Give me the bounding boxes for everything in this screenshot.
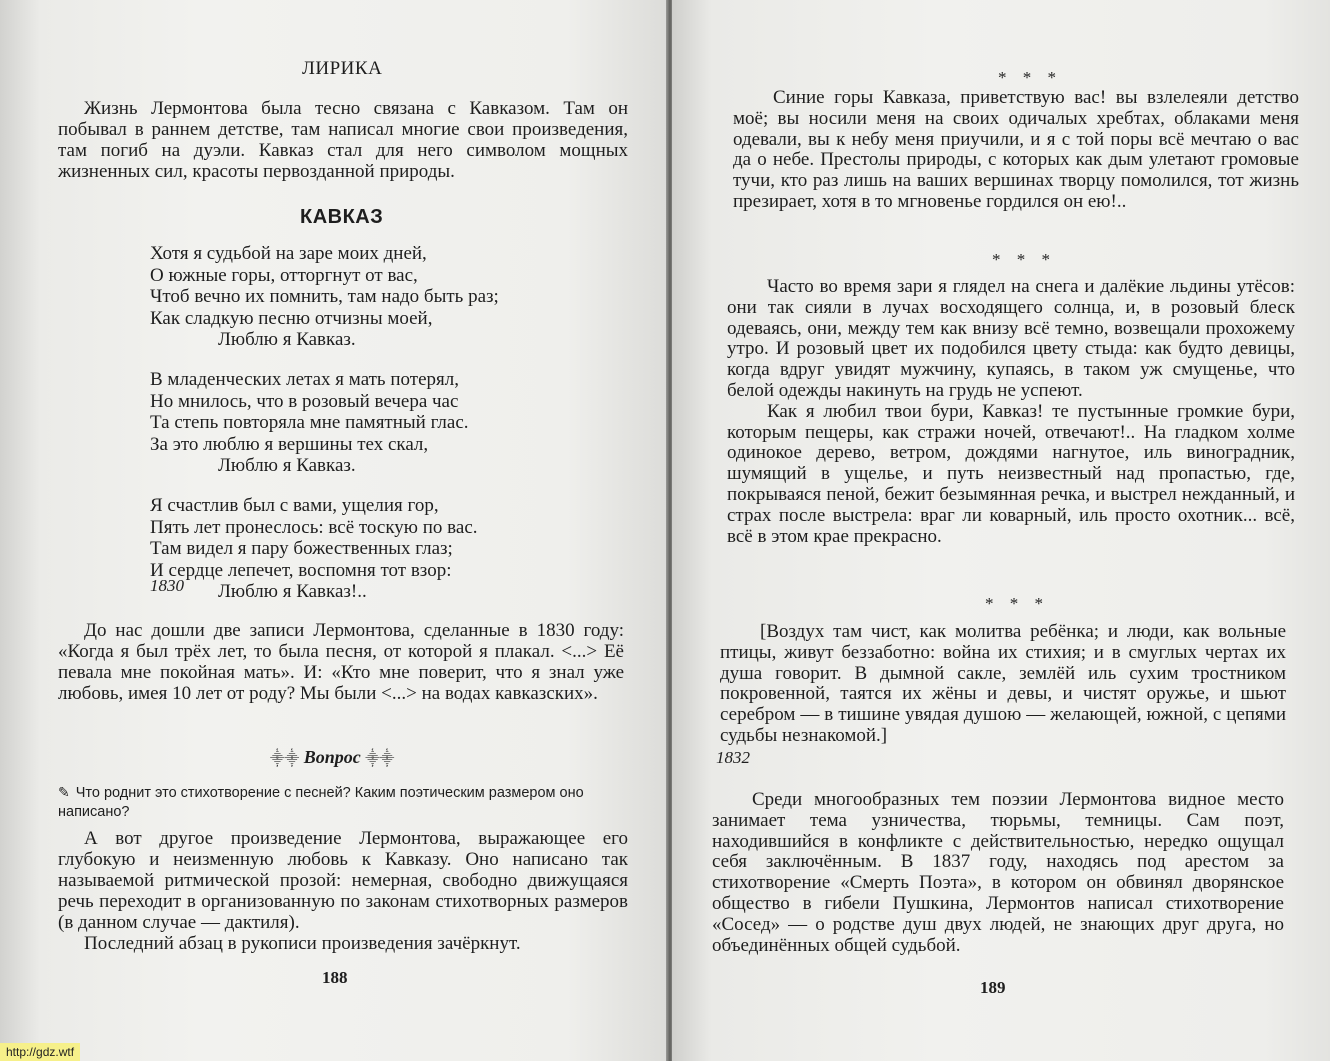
poem-line: О южные горы, отторгнут от вас, bbox=[150, 264, 418, 286]
question-block bbox=[58, 783, 628, 822]
intro-text: Жизнь Лермонтова была тесно связана с Кавказом. Там он побывал в раннем детстве, там написал многие свои произведения, там погиб на дуэли. Кавказ стал для него символом мощных жизненных сил, красоты первозданной природы. bbox=[58, 98, 628, 182]
intro-paragraph bbox=[58, 98, 628, 182]
prose-poem-part-3 bbox=[720, 622, 1286, 747]
poem-line: И сердце лепечет, воспомня тот взор: bbox=[150, 559, 452, 581]
stanza-2 bbox=[150, 369, 499, 477]
poem bbox=[150, 243, 499, 621]
outro-paragraphs bbox=[58, 828, 628, 954]
poem-date: 1830 bbox=[150, 576, 184, 595]
prose-poem-part-2 bbox=[727, 277, 1295, 547]
stanza-1 bbox=[150, 243, 499, 351]
outro-text-1: А вот другое произведение Лермонтова, выражающее его глубокую и неизменную любовь к Кавказу. Оно написано так называемой ритмической прозой: немерная, свободно движущаяся речь переходит в организованную по законам стихотворных размеров (в данном случае — дактиля). bbox=[58, 828, 628, 933]
question-text: Что роднит это стихотворение с песней? Каким поэтическим размером оно написано? bbox=[58, 785, 584, 820]
poem-line: Но мнилось, что в розовый вечера час bbox=[150, 390, 459, 412]
watermark-link[interactable]: http://gdz.wtf bbox=[0, 1043, 80, 1061]
ornament-left-icon: ⸎⸎ bbox=[270, 752, 300, 767]
notes-paragraph bbox=[58, 620, 624, 704]
poem-line: Там видел я пару божественных глаз; bbox=[150, 538, 453, 559]
prose-poem-text-1: Синие горы Кавказа, приветствую вас! вы взлелеяли детство моё; вы носили меня на своих одичалых хребтах, облаками меня одевали, вы к небу меня приучили, и я с той поры всё мечтаю о вас да о небе. Престолы природы, с которых как дым улетают громовые тучи, кто раз лишь на ваших вершинах творцу помолился, тот жизнь презирает, хотя в то мгновенье гордился он ею!.. bbox=[733, 87, 1299, 212]
poem-line: Пять лет пронеслось: всё тоскую по вас. bbox=[150, 516, 478, 538]
poem-refrain: Люблю я Кавказ!.. bbox=[218, 581, 367, 602]
outro-text-2: Последний абзац в рукописи произведения зачёркнут. bbox=[84, 933, 521, 954]
question-heading-text: Вопрос bbox=[303, 747, 361, 767]
prose-poem-part-1 bbox=[733, 88, 1299, 213]
prose-poem-date: 1832 bbox=[716, 748, 750, 767]
running-head: ЛИРИКА bbox=[302, 58, 383, 79]
notes-text: До нас дошли две записи Лермонтова, сделанные в 1830 году: «Когда я был трёх лет, то была песня, от которой я плакал. <...> Её певала мне покойная мать». И: «Кто мне поверит, что я знал уже любовь, имея 10 лет от роду? Мы были <...> на водах кавказских». bbox=[58, 620, 624, 704]
pencil-icon: ✎ bbox=[58, 784, 70, 800]
poem-line: Чтоб вечно их помнить, там надо быть раз; bbox=[150, 286, 499, 307]
asterism-2: * * * bbox=[992, 250, 1056, 269]
poem-title: КАВКАЗ bbox=[300, 206, 384, 228]
page-number-left: 188 bbox=[322, 968, 348, 987]
poem-line: В младенческих летах я мать потерял, bbox=[150, 369, 459, 390]
poem-refrain: Люблю я Кавказ. bbox=[218, 455, 356, 476]
stanza-3 bbox=[150, 495, 499, 603]
asterism-3: * * * bbox=[985, 594, 1049, 613]
closing-text: Среди многообразных тем поэзии Лермонтова видное место занимает тема узничества, тюрьмы, темницы. Сам поэт, находившийся в конфликте с действительностью, нередко ощущал себя заключённым. В 1837 году, находясь под арестом за стихотворение «Смерть Поэта», в котором он обвинял дворянское общество в гибели Пушкина, Лермонтов написал стихотворение «Сосед» — о родстве душ двух людей, не знающих друг друга, но объединённых общей судьбой. bbox=[712, 789, 1284, 956]
question-heading bbox=[270, 747, 394, 768]
poem-line: Я счастлив был с вами, ущелия гор, bbox=[150, 495, 439, 516]
prose-poem-text-3: Как я любил твои бури, Кавказ! те пустынные громкие бури, которым пещеры, как стражи ночей, отвечают!.. На гладком холме одинокое дерево, ветром, дождями нагнутое, иль виноградник, шумящий в ущелье, и путь неизвестный над пропастью, где, покрываяся пеной, бежит безымянная речка, и выстрел нежданный, и страх после выстрела: враг ли коварный, иль просто охотник... всё, всё в этом крае прекрасно. bbox=[727, 400, 1295, 547]
ornament-right-icon: ⸎⸎ bbox=[365, 752, 395, 767]
poem-refrain: Люблю я Кавказ. bbox=[218, 329, 356, 350]
poem-line: Та степь повторяла мне памятный глас. bbox=[150, 412, 469, 433]
poem-line: Как сладкую песню отчизны моей, bbox=[150, 307, 433, 329]
page-number-right: 189 bbox=[980, 978, 1006, 997]
prose-poem-text-4: [Воздух там чист, как молитва ребёнка; и люди, как вольные птицы, живут беззаботно: война их стихия; и в смуглых чертах их душа говорит. В дымной сакле, землёй иль сухим тростником покровенной, таятся их жёны и девы, и чистят оружье, и шьют серебром — в тишине увядая душою — желающей, южной, с цепями судьбы незнакомой.] bbox=[720, 621, 1286, 746]
asterism-1: * * * bbox=[998, 68, 1062, 87]
closing-paragraph bbox=[712, 790, 1284, 956]
poem-line: Хотя я судьбой на заре моих дней, bbox=[150, 243, 427, 264]
poem-line: За это люблю я вершины тех скал, bbox=[150, 433, 429, 455]
prose-poem-text-2: Часто во время зари я глядел на снега и далёкие льдины утёсов: они так сияли в лучах восходящего солнца, и, в розовый блеск одеваясь, они, между тем как внизу всё темно, возвещали прохожему утро. И розовый цвет их подобился цвету стыда: как будто девицы, когда вдруг увидят мужчину, купаясь, в таком уж смущенье, что белой одежды накинуть на грудь не успеют. bbox=[727, 276, 1295, 401]
